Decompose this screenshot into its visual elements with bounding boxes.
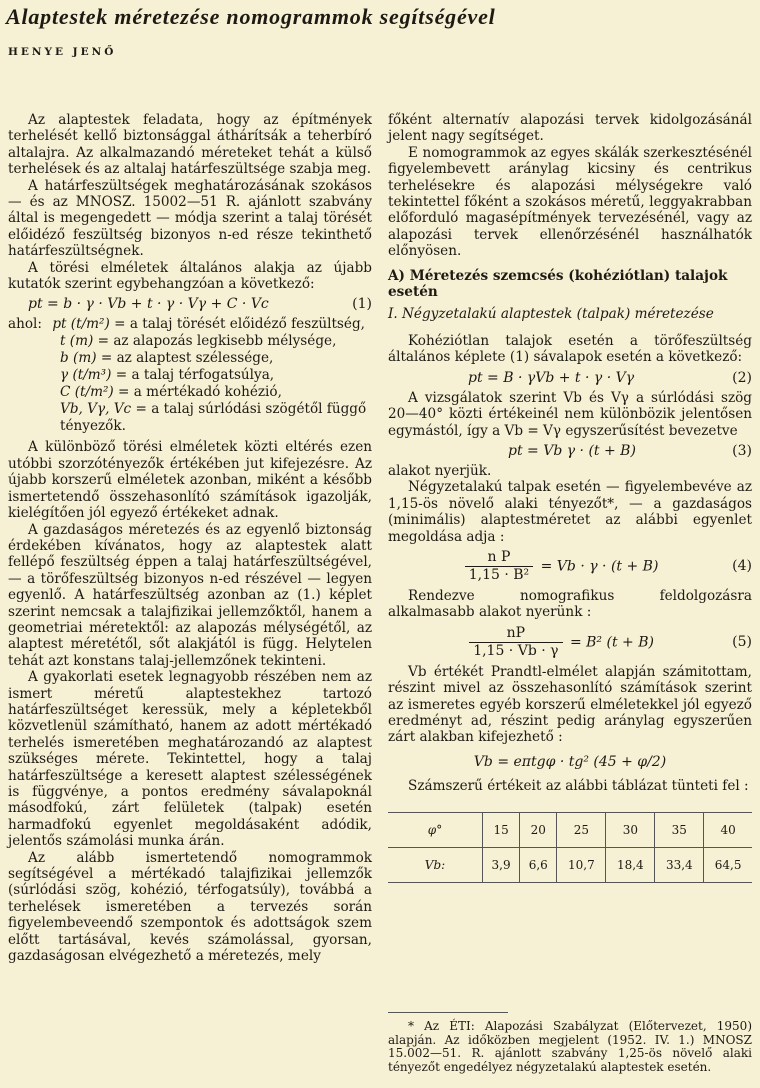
- paragraph: A törési elméletek általános alakja az újabb kutatók szerint egybehangzóan a következő:: [8, 259, 372, 293]
- definition-value: = a talaj súrlódási szögétől függő tényezők.: [60, 401, 367, 435]
- definition-row: [8, 333, 372, 350]
- table-cell: 33,4: [655, 848, 704, 883]
- paragraph: Négyzetalakú talpak esetén — figyelembevéve az 1,15-ös növelő alaki tényezőt*, — a gazdaságos (minimális) alaptestméretet az alábbi egyenlet megoldása adja :: [388, 479, 752, 545]
- definition-value: = a talaj térfogatsúlya,: [115, 367, 275, 384]
- paragraph: főként alternatív alapozási tervek kidolgozásánál jelent nagy segítséget.: [388, 112, 752, 145]
- paragraph: Számszerű értékeit az alábbi táblázat tünteti fel :: [408, 777, 749, 794]
- definition-row: [8, 316, 372, 333]
- paragraph: E nomogrammok az egyes skálák szerkesztésénél figyelembevett aránylag kicsiny és centrikus terhelésekre és alapozási mélységekre való tekintettel főként a szokásos méretű, leggyakrabban előforduló magasépítmények tervezésénél, vagy az alapozási tervek ellenőrzésénél használhatók előnyösen.: [388, 144, 752, 260]
- paragraph: Az alaptestek feladata, hogy az építmények terhelését kellő biztonsággal áthárítsák a teherbíró altalajra. Az alkalmazandó méreteket tehát a külső terhelések és az altalaj határfeszültsége szabja meg.: [8, 112, 372, 178]
- equation-text: pt = B · γVb + t · γ · Vγ: [468, 369, 635, 386]
- paragraph: alakot nyerjük.: [388, 462, 492, 479]
- paragraph: A gazdaságos méretezés és az egyenlő biztonság érdekében kívánatos, hogy az alaptestek alatt fellépő feszültség éppen a talaj határfeszültségével, — a törőfeszültség bizonyos n-ed részével — legyen egyenlő. A határfeszültség azonban az (1.) képlet szerint nemcsak a talajfizikai jellemzőktől, hanem a geometriai méretektől: az alapozás mélységétől, az alaptest méretétől, sőt alakjától is függ. Helytelen tehát azt konstans talaj-jellemzőnek tekinteni.: [8, 521, 372, 669]
- equation-4: [388, 549, 752, 584]
- footnote-separator: [388, 1012, 508, 1013]
- fraction-numerator: nP: [469, 625, 562, 643]
- equation-5: [388, 625, 752, 660]
- equation-number: (2): [732, 369, 752, 386]
- paragraph: Kohéziótlan talajok esetén a törőfeszültség általános képlete (1) sávalapok esetén a következő:: [388, 332, 752, 366]
- fraction-denominator: 1,15 · Vb · γ: [473, 642, 559, 659]
- equation-rhs: = Vb · γ · (t + B): [540, 558, 659, 575]
- paragraph: A különböző törési elméletek közti eltérés ezen utóbbi szorzótényezők értékében jut kifejezésre. Az újabb korszerű elméletek azonban, miként a később ismertetendő összehasonlító számítások igazolják, kielégítően jól egyező értékeket adnak.: [8, 439, 372, 522]
- definition-row: [8, 350, 372, 367]
- table-cell: 20: [520, 813, 557, 848]
- definition-key: t (m): [60, 333, 94, 350]
- table-cell: φ°: [388, 813, 483, 848]
- table-cell: 18,4: [606, 848, 655, 883]
- equation-text: Vb = eπtgφ · tg² (45 + φ/2): [473, 753, 667, 770]
- table-cell: 10,7: [557, 848, 606, 883]
- subsection-heading: I. Négyzetalakú alaptestek (talpak) méretezése: [388, 306, 714, 323]
- definition-row: [8, 367, 372, 384]
- table-cell: 15: [483, 813, 520, 848]
- definition-value: = az alapozás legkisebb mélysége,: [97, 333, 337, 350]
- table-cell: 6,6: [520, 848, 557, 883]
- paragraph: A határfeszültségek meghatározásának szokásos — és az MNOSZ. 15002—51 R. ajánlott szabvány által is megengedett — módja szerint a talaj törését előidéző feszültség bizonyos n-ed része tekinthető határfeszültségnek.: [8, 177, 372, 260]
- definition-key: γ (t/m³): [60, 367, 112, 384]
- definition-key: pt (t/m²): [52, 316, 110, 333]
- definition-row: [8, 401, 372, 435]
- values-table: [388, 812, 752, 883]
- table-cell: Vb:: [388, 848, 483, 883]
- equation-number: (4): [732, 557, 752, 574]
- definition-value: = a mértékadó kohézió,: [118, 384, 282, 401]
- equation-number: (3): [732, 442, 752, 459]
- definition-value: = az alaptest szélessége,: [100, 350, 274, 367]
- equation-3: [388, 441, 752, 461]
- definition-key: Vb, Vγ, Vc: [60, 401, 132, 418]
- equation-text: pt = b · γ · Vb + t · γ · Vγ + C · Vc: [28, 296, 269, 313]
- left-column: [8, 112, 372, 964]
- fraction: [465, 549, 533, 584]
- fraction-denominator: 1,15 · B²: [468, 566, 530, 583]
- definition-value: = a talaj törését előidéző feszültség,: [114, 316, 365, 333]
- table-cell: 35: [655, 813, 704, 848]
- paragraph: A vizsgálatok szerint Vb és Vγ a súrlódási szög 20—40° közti értékeinél nem különbözik jelentősen egymástól, így a Vb = Vγ egyszerűsítést bevezetve: [388, 389, 752, 439]
- table-cell: 3,9: [483, 848, 520, 883]
- paragraph: Az alább ismertetendő nomogrammok segítségével a mértékadó talajfizikai jellemzők (súrlódási szög, kohézió, térfogatsúly), továbbá a terhelések ismeretében a tervezés során figyelembeveendő szempontok és adottságok szem előtt tartásával, kevés számolással, gyorsan, gazdaságosan elvégezhető a méretezés, mely: [8, 849, 372, 965]
- table-row: [388, 848, 752, 883]
- equation-1: [8, 294, 372, 314]
- definitions-list: [8, 316, 372, 435]
- equation-number: (5): [732, 633, 752, 650]
- definition-key: b (m): [60, 350, 97, 367]
- footnote: * Az ÉTI: Alapozási Szabályzat (Előtervezet, 1950) alapján. Az időközben megjelent (1952. IV. 1.) MNOSZ 15.002—51. R. ajánlott szabvány 1,25-ös növelő alaki tényezőt engedélyez négyzetalakú alaptestek esetén.: [388, 1019, 752, 1074]
- table-cell: 40: [704, 813, 752, 848]
- paragraph: Rendezve nomografikus feldolgozásra alkalmasabb alakot nyerünk :: [388, 587, 752, 621]
- table-cell: 25: [557, 813, 606, 848]
- definition-key: C (t/m²): [60, 384, 114, 401]
- fraction-numerator: n P: [465, 549, 533, 567]
- paragraph: A gyakorlati esetek legnagyobb részében nem az ismert méretű alaptestekhez tartozó határfeszültséget keressük, mely a képletekből közvetlenül számítható, hanem az adott mértékadó terhelés ismeretében meghatározandó az alaptest szükséges mérete. Tekintettel, hogy a talaj határfeszültsége a keresett alaptest szélességének is függvénye, a pontos eredmény sávalapoknál másodfokú, zárt felületek (talpak) esetén harmadfokú egyenlet megoldásaként adódik, jelentős számolási munka árán.: [8, 669, 372, 850]
- equation-2: [388, 368, 752, 388]
- definitions-intro: ahol:: [8, 316, 42, 333]
- equation-6: [388, 752, 752, 772]
- author-name: HENYE JENŐ: [8, 46, 117, 58]
- equation-rhs: = B² (t + B): [569, 634, 654, 651]
- page-title: Alaptestek méretezése nomogrammok segítségével: [6, 4, 496, 29]
- fraction: [469, 625, 562, 660]
- equation-number: (1): [352, 296, 372, 313]
- paragraph: Vb értékét Prandtl-elmélet alapján számitottam, részint mivel az összehasonlító számítások szerint az ismeretes egyéb korszerű elméletekkel jól egyező eredményt ad, részint pedig aránylag egyszerűen zárt alakban kifejezhető :: [388, 663, 752, 746]
- section-heading: A) Méretezés szemcsés (kohéziótlan) talajok esetén: [388, 267, 728, 301]
- equation-text: pt = Vb γ · (t + B): [508, 442, 636, 459]
- table-row: [388, 813, 752, 848]
- definition-row: [8, 384, 372, 401]
- right-column: [388, 112, 752, 883]
- table-cell: 30: [606, 813, 655, 848]
- table-cell: 64,5: [704, 848, 752, 883]
